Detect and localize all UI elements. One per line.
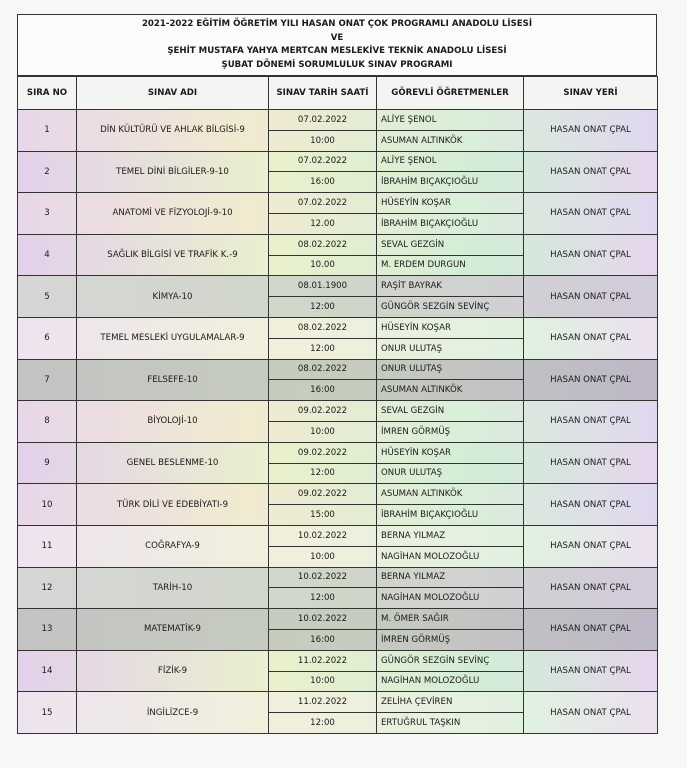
exam-date: 09.02.2022: [269, 401, 377, 422]
teacher-1: SEVAL GEZGİN: [377, 234, 524, 255]
table-row: [18, 317, 658, 338]
teacher-1: RAŞİT BAYRAK: [377, 276, 524, 297]
exam-time: 16:00: [269, 380, 377, 401]
teacher-1: SEVAL GEZGİN: [377, 401, 524, 422]
exam-time: 12:00: [269, 463, 377, 484]
row-number: 3: [18, 193, 77, 235]
exam-time: 10:00: [269, 421, 377, 442]
row-number: 14: [18, 650, 77, 692]
exam-date: 10.02.2022: [269, 525, 377, 546]
exam-name: ANATOMİ VE FİZYOLOJİ-9-10: [77, 193, 269, 235]
exam-place: HASAN ONAT ÇPAL: [524, 525, 658, 567]
teacher-2: İMREN GÖRMÜŞ: [377, 629, 524, 650]
exam-name: COĞRAFYA-9: [77, 525, 269, 567]
table-body: [18, 110, 658, 734]
exam-time: 12:00: [269, 588, 377, 609]
column-header-place: SINAV YERİ: [524, 77, 658, 110]
exam-date: 08.02.2022: [269, 234, 377, 255]
teacher-1: ALİYE ŞENOL: [377, 110, 524, 131]
table-row: [18, 193, 658, 214]
exam-date: 11.02.2022: [269, 650, 377, 671]
table-row: [18, 151, 658, 172]
exam-date: 10.02.2022: [269, 567, 377, 588]
exam-place: HASAN ONAT ÇPAL: [524, 442, 658, 484]
teacher-1: HÜSEYİN KOŞAR: [377, 442, 524, 463]
table-row: [18, 692, 658, 713]
exam-name: TÜRK DİLİ VE EDEBİYATI-9: [77, 484, 269, 526]
table-row: [18, 609, 658, 630]
exam-date: 11.02.2022: [269, 692, 377, 713]
header-line-3: ŞEHİT MUSTAFA YAHYA MERTCAN MESLEKİVE TEKNİK ANADOLU LİSESİ: [167, 46, 507, 56]
table-row: [18, 234, 658, 255]
exam-name: TEMEL DİNİ BİLGİLER-9-10: [77, 151, 269, 193]
teacher-2: ONUR ULUTAŞ: [377, 463, 524, 484]
row-number: 9: [18, 442, 77, 484]
exam-name: SAĞLIK BİLGİSİ VE TRAFİK K.-9: [77, 234, 269, 276]
exam-place: HASAN ONAT ÇPAL: [524, 484, 658, 526]
teacher-2: NAGİHAN MOLOZOĞLU: [377, 546, 524, 567]
exam-place: HASAN ONAT ÇPAL: [524, 317, 658, 359]
exam-place: HASAN ONAT ÇPAL: [524, 609, 658, 651]
teacher-1: GÜNGÖR SEZGİN SEVİNÇ: [377, 650, 524, 671]
row-number: 7: [18, 359, 77, 401]
exam-time: 10:00: [269, 130, 377, 151]
exam-place: HASAN ONAT ÇPAL: [524, 110, 658, 152]
teacher-2: ONUR ULUTAŞ: [377, 338, 524, 359]
row-number: 6: [18, 317, 77, 359]
exam-date: 09.02.2022: [269, 442, 377, 463]
teacher-1: ASUMAN ALTINKÖK: [377, 484, 524, 505]
exam-name: TEMEL MESLEKİ UYGULAMALAR-9: [77, 317, 269, 359]
exam-time: 12:00: [269, 338, 377, 359]
exam-date: 07.02.2022: [269, 110, 377, 131]
teacher-1: BERNA YILMAZ: [377, 567, 524, 588]
teacher-2: İMREN GÖRMÜŞ: [377, 421, 524, 442]
exam-name: KİMYA-10: [77, 276, 269, 318]
table-row: [18, 276, 658, 297]
row-number: 5: [18, 276, 77, 318]
row-number: 12: [18, 567, 77, 609]
teacher-2: ASUMAN ALTINKÖK: [377, 130, 524, 151]
teacher-2: İBRAHİM BIÇAKÇIOĞLU: [377, 172, 524, 193]
teacher-1: ONUR ULUTAŞ: [377, 359, 524, 380]
teacher-1: HÜSEYİN KOŞAR: [377, 193, 524, 214]
exam-time: 12:00: [269, 297, 377, 318]
teacher-2: ASUMAN ALTINKÖK: [377, 380, 524, 401]
exam-name: TARİH-10: [77, 567, 269, 609]
teacher-2: NAGİHAN MOLOZOĞLU: [377, 588, 524, 609]
teacher-1: ZELİHA ÇEVİREN: [377, 692, 524, 713]
exam-place: HASAN ONAT ÇPAL: [524, 401, 658, 443]
row-number: 1: [18, 110, 77, 152]
table-row: [18, 650, 658, 671]
exam-date: 09.02.2022: [269, 484, 377, 505]
exam-name: FİZİK-9: [77, 650, 269, 692]
row-number: 4: [18, 234, 77, 276]
table-row: [18, 401, 658, 422]
teacher-2: İBRAHİM BIÇAKÇIOĞLU: [377, 505, 524, 526]
row-number: 2: [18, 151, 77, 193]
exam-place: HASAN ONAT ÇPAL: [524, 692, 658, 734]
exam-date: 10.02.2022: [269, 609, 377, 630]
table-header-row: [18, 77, 658, 110]
row-number: 10: [18, 484, 77, 526]
teacher-2: M. ERDEM DURGUN: [377, 255, 524, 276]
column-header-name: SINAV ADI: [77, 77, 269, 110]
exam-place: HASAN ONAT ÇPAL: [524, 151, 658, 193]
row-number: 8: [18, 401, 77, 443]
exam-date: 08.01.1900: [269, 276, 377, 297]
exam-date: 08.02.2022: [269, 317, 377, 338]
table-row: [18, 110, 658, 131]
exam-place: HASAN ONAT ÇPAL: [524, 234, 658, 276]
column-header-date: SINAV TARİH SAATİ: [269, 77, 377, 110]
teacher-2: NAGİHAN MOLOZOĞLU: [377, 671, 524, 692]
teacher-1: HÜSEYİN KOŞAR: [377, 317, 524, 338]
exam-place: HASAN ONAT ÇPAL: [524, 193, 658, 235]
header-line-1: 2021-2022 EĞİTİM ÖĞRETİM YILI HASAN ONAT ÇOK PROGRAMLI ANADOLU LİSESİ: [141, 19, 533, 29]
row-number: 11: [18, 525, 77, 567]
exam-name: FELSEFE-10: [77, 359, 269, 401]
exam-time: 16:00: [269, 172, 377, 193]
row-number: 13: [18, 609, 77, 651]
exam-name: BİYOLOJİ-10: [77, 401, 269, 443]
exam-time: 16:00: [269, 629, 377, 650]
exam-place: HASAN ONAT ÇPAL: [524, 359, 658, 401]
table-row: [18, 359, 658, 380]
exam-name: MATEMATİK-9: [77, 609, 269, 651]
exam-place: HASAN ONAT ÇPAL: [524, 650, 658, 692]
exam-name: DİN KÜLTÜRÜ VE AHLAK BİLGİSİ-9: [77, 110, 269, 152]
column-header-no: SIRA NO: [18, 77, 77, 110]
document-header: [17, 14, 657, 76]
table-row: [18, 442, 658, 463]
row-number: 15: [18, 692, 77, 734]
teacher-1: M. ÖMER SAĞIR: [377, 609, 524, 630]
exam-place: HASAN ONAT ÇPAL: [524, 567, 658, 609]
header-line-4: ŞUBAT DÖNEMİ SORUMLULUK SINAV PROGRAMI: [221, 59, 453, 70]
table-row: [18, 484, 658, 505]
column-header-teachers: GÖREVLİ ÖĞRETMENLER: [377, 77, 524, 110]
header-line-2: VE: [330, 32, 344, 43]
teacher-2: GÜNGÖR SEZGİN SEVİNÇ: [377, 297, 524, 318]
exam-schedule-sheet: [17, 14, 657, 734]
teacher-1: ALİYE ŞENOL: [377, 151, 524, 172]
exam-time: 15:00: [269, 505, 377, 526]
exam-date: 07.02.2022: [269, 193, 377, 214]
teacher-2: İBRAHİM BIÇAKÇIOĞLU: [377, 213, 524, 234]
exam-time: 12.00: [269, 213, 377, 234]
exam-time: 10:00: [269, 546, 377, 567]
teacher-2: ERTUĞRUL TAŞKIN: [377, 713, 524, 734]
exam-name: İNGİLİZCE-9: [77, 692, 269, 734]
exam-date: 08.02.2022: [269, 359, 377, 380]
exam-date: 07.02.2022: [269, 151, 377, 172]
teacher-1: BERNA YILMAZ: [377, 525, 524, 546]
table-row: [18, 567, 658, 588]
exam-name: GENEL BESLENME-10: [77, 442, 269, 484]
table-row: [18, 525, 658, 546]
exam-time: 10.00: [269, 255, 377, 276]
exam-place: HASAN ONAT ÇPAL: [524, 276, 658, 318]
exam-time: 10:00: [269, 671, 377, 692]
exam-table: [17, 76, 658, 734]
exam-time: 12:00: [269, 713, 377, 734]
